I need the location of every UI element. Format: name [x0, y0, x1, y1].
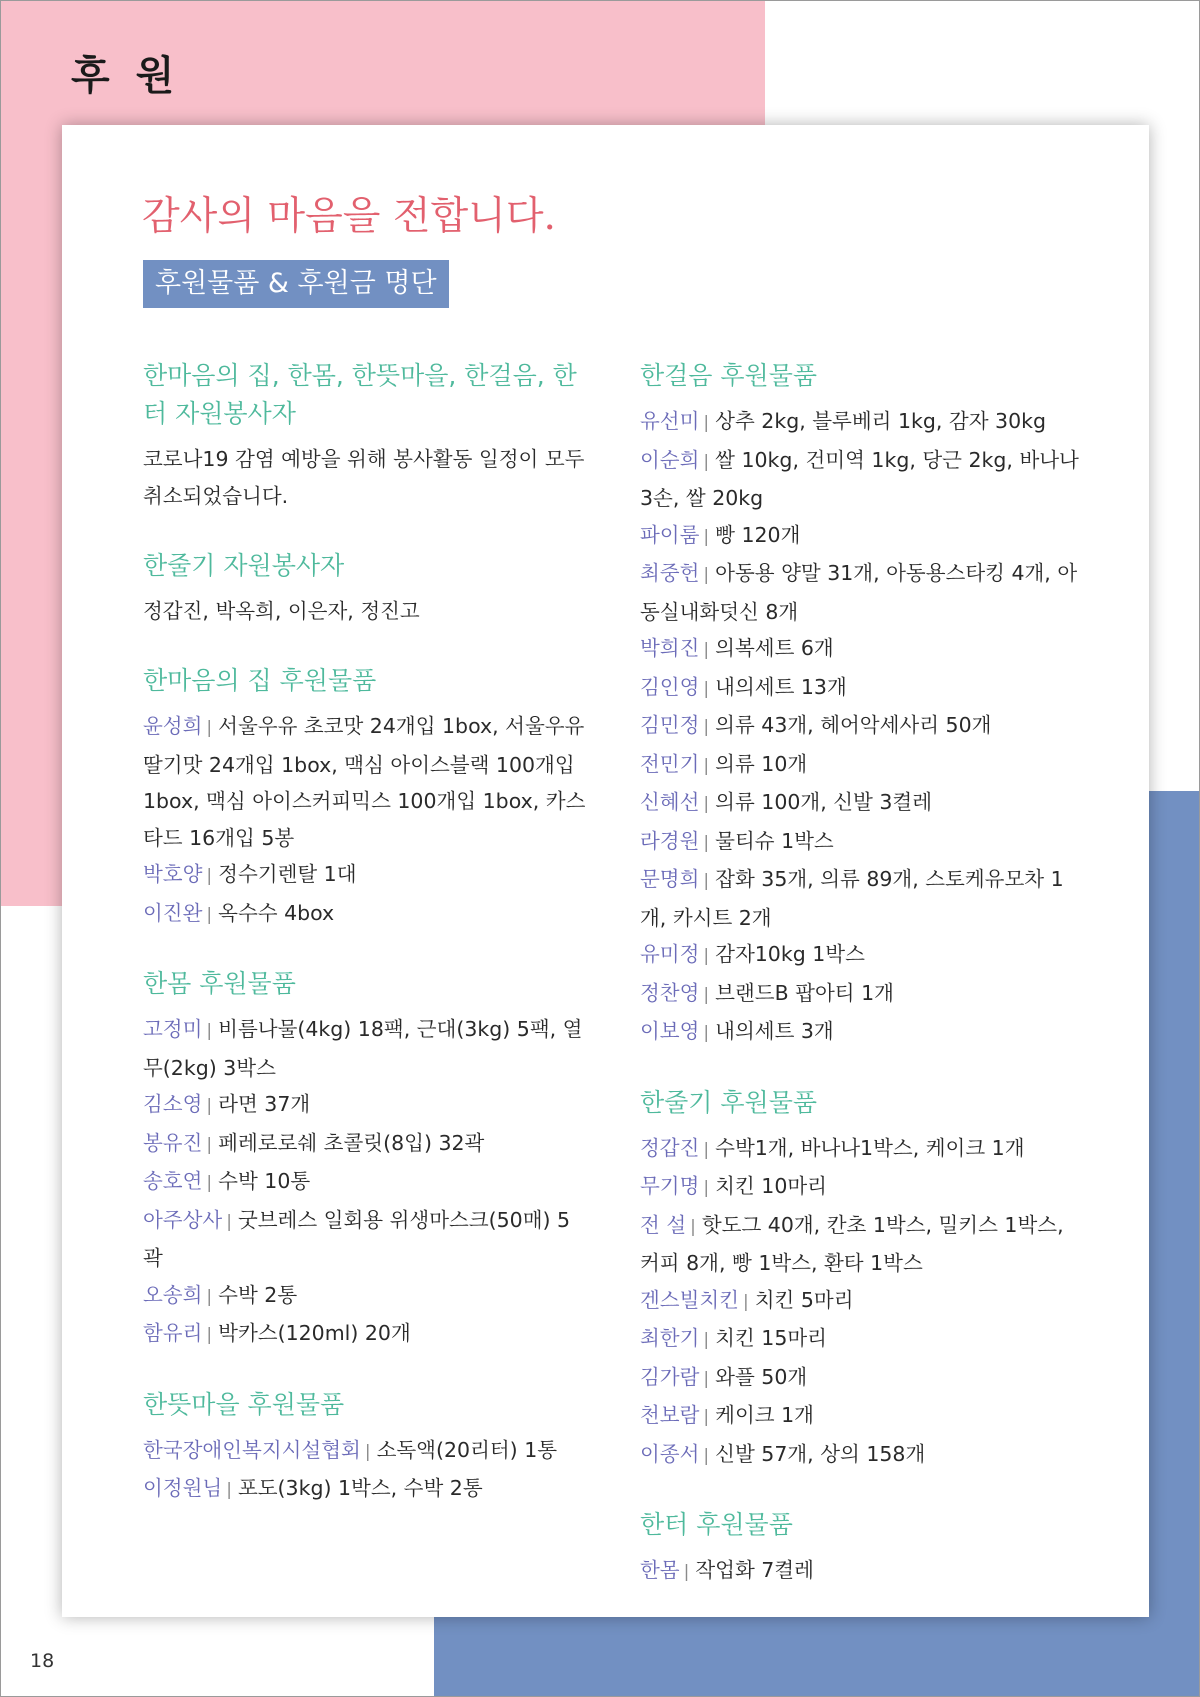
separator-bar: | — [703, 451, 710, 472]
left-column — [143, 357, 589, 1541]
donor-items: 치킨 15마리 — [715, 1326, 827, 1350]
donor-items: 핫도그 40개, 칸초 1박스, 밀키스 1박스, 커피 8개, 빵 1박스, 환타 1박스 — [640, 1212, 1064, 1275]
donor-name: 한몸 — [640, 1558, 680, 1582]
donor-group — [143, 965, 589, 1354]
group-title: 한걸음 후원물품 — [640, 361, 817, 390]
separator-bar: | — [703, 1445, 710, 1466]
donor-entry — [640, 1436, 1086, 1475]
donor-name: 이순희 — [640, 447, 700, 472]
separator-bar: | — [703, 1407, 710, 1427]
donor-items: 정수기렌탈 1대 — [218, 862, 357, 886]
donor-entry — [640, 630, 1086, 669]
group-title: 한마음의 집, 한몸, 한뜻마을, 한걸음, 한터 자원봉사자 — [143, 361, 577, 428]
donor-entry — [143, 1086, 589, 1125]
donor-entry — [640, 517, 1086, 556]
donor-entry — [143, 1202, 589, 1277]
donor-group — [640, 1506, 1086, 1591]
donor-name: 신혜선 — [640, 790, 700, 814]
separator-bar: | — [703, 413, 710, 433]
donor-name: 유미정 — [640, 942, 700, 966]
donor-group — [143, 1386, 589, 1509]
separator-bar: | — [206, 1134, 213, 1155]
separator-bar: | — [206, 1021, 213, 1041]
donor-entry — [640, 746, 1086, 785]
donor-items: 쌀 10kg, 건미역 1kg, 당근 2kg, 바나나 3손, 쌀 20kg — [640, 447, 1079, 510]
group-title: 한몸 후원물품 — [143, 969, 296, 998]
separator-bar: | — [226, 1480, 232, 1500]
separator-bar: | — [703, 755, 710, 776]
right-column — [640, 357, 1086, 1623]
donor-entry — [143, 1315, 589, 1354]
separator-bar: | — [206, 1325, 213, 1345]
donor-items: 포도(3kg) 1박스, 수박 2통 — [237, 1476, 483, 1500]
donor-name: 유선미 — [640, 409, 700, 433]
donor-name: 박희진 — [640, 636, 700, 660]
donor-entry — [640, 784, 1086, 823]
donor-name: 김민정 — [640, 713, 700, 737]
separator-bar: | — [206, 1096, 213, 1116]
donor-items: 의류 10개 — [715, 751, 808, 776]
donor-name: 김소영 — [143, 1092, 203, 1116]
separator-bar: | — [703, 1139, 710, 1160]
donor-name: 이정원님 — [143, 1476, 223, 1500]
donor-items: 수박1개, 바나나1박스, 케이크 1개 — [715, 1135, 1025, 1160]
donor-name: 정찬영 — [640, 980, 700, 1005]
donor-name: 봉유진 — [143, 1130, 203, 1155]
donor-items: 물티슈 1박스 — [715, 828, 834, 853]
group-title: 한줄기 자원봉사자 — [143, 551, 345, 580]
donor-name: 최한기 — [640, 1326, 700, 1350]
separator-bar: | — [703, 832, 710, 853]
donor-entry — [143, 1125, 589, 1164]
donor-entry — [640, 1552, 1086, 1591]
separator-bar: | — [703, 1178, 710, 1198]
donor-entry — [640, 1207, 1086, 1282]
separator-bar: | — [703, 794, 710, 814]
donor-name: 한국장애인복지시설협회 — [143, 1437, 361, 1462]
donor-group — [143, 357, 589, 515]
separator-bar: | — [206, 1286, 213, 1307]
donor-name: 이종서 — [640, 1441, 700, 1466]
donor-entry — [143, 856, 589, 895]
donor-group — [143, 547, 589, 630]
donor-group — [640, 357, 1086, 1052]
separator-bar: | — [206, 904, 213, 925]
content-card — [62, 125, 1149, 1617]
donor-name: 김인영 — [640, 674, 700, 699]
separator-bar: | — [703, 984, 710, 1005]
donor-items: 치킨 10마리 — [715, 1174, 827, 1198]
donor-entry — [640, 442, 1086, 517]
donor-name: 천보람 — [640, 1403, 700, 1427]
donor-group — [640, 1084, 1086, 1475]
donor-name: 전민기 — [640, 751, 700, 776]
donor-name: 오송희 — [143, 1282, 203, 1307]
donor-name: 파이룸 — [640, 522, 700, 547]
donor-entry — [640, 1168, 1086, 1207]
donor-name: 함유리 — [143, 1321, 203, 1345]
donor-name: 무기명 — [640, 1174, 700, 1198]
donor-items: 브랜드B 팝아티 1개 — [715, 980, 894, 1005]
donor-entry — [143, 1163, 589, 1202]
separator-bar: | — [206, 718, 213, 738]
donor-entry — [143, 1470, 589, 1509]
separator-bar: | — [703, 640, 710, 660]
donor-entry — [640, 555, 1086, 630]
donor-items: 케이크 1개 — [715, 1403, 814, 1427]
group-title: 한뜻마을 후원물품 — [143, 1389, 345, 1419]
donor-entry — [640, 707, 1086, 746]
donor-items: 와플 50개 — [715, 1364, 808, 1389]
donor-items: 의복세트 6개 — [715, 636, 834, 660]
donor-items: 빵 120개 — [715, 522, 801, 547]
donor-entry — [640, 1282, 1086, 1321]
donor-name: 송호연 — [143, 1169, 203, 1193]
separator-bar: | — [743, 1291, 749, 1312]
separator-bar: | — [206, 1173, 213, 1193]
donor-group — [143, 662, 589, 933]
separator-bar: | — [703, 1023, 710, 1043]
donor-name: 윤성희 — [143, 714, 203, 738]
donor-items: 페레로로쉐 초콜릿(8입) 32곽 — [218, 1130, 485, 1155]
donor-entry — [640, 975, 1086, 1014]
donor-name: 김가람 — [640, 1364, 700, 1389]
section-label: 후 원 — [71, 53, 181, 99]
separator-bar: | — [226, 1211, 232, 1232]
separator-bar: | — [703, 1368, 710, 1389]
donor-items: 수박 2통 — [218, 1282, 298, 1307]
donor-items: 신발 57개, 상의 158개 — [715, 1441, 926, 1466]
separator-bar: | — [690, 1216, 696, 1237]
separator-bar: | — [703, 946, 710, 966]
donor-items: 비름나물(4kg) 18팩, 근대(3kg) 5팩, 열무(2kg) 3박스 — [143, 1017, 583, 1080]
donor-items: 의류 100개, 신발 3켤레 — [715, 790, 933, 814]
donor-entry — [640, 1397, 1086, 1436]
donor-items: 굿브레스 일회용 위생마스크(50매) 5곽 — [143, 1207, 571, 1270]
separator-bar: | — [703, 526, 710, 547]
donor-entry — [143, 1277, 589, 1316]
donor-name: 이진완 — [143, 900, 203, 925]
donor-entry — [640, 823, 1086, 862]
donor-entry — [640, 936, 1086, 975]
donor-entry — [640, 669, 1086, 708]
donor-entry — [143, 708, 589, 856]
donor-entry — [640, 1359, 1086, 1398]
separator-bar: | — [206, 866, 213, 886]
group-title: 한줄기 후원물품 — [640, 1087, 817, 1117]
donor-name: 박호양 — [143, 862, 203, 886]
donor-name: 최중헌 — [640, 561, 700, 585]
donor-name: 전 설 — [640, 1212, 687, 1237]
separator-bar: | — [703, 678, 710, 699]
donor-items: 아동용 양말 31개, 아동용스타킹 4개, 아동실내화덧신 8개 — [640, 561, 1078, 624]
donor-items: 박카스(120ml) 20개 — [218, 1321, 411, 1345]
donor-items: 소독액(20리터) 1통 — [376, 1437, 558, 1462]
donor-entry — [143, 1432, 589, 1471]
group-title: 한마음의 집 후원물품 — [143, 666, 377, 695]
headline: 감사의 마음을 전합니다. — [142, 194, 556, 239]
donor-name: 문명희 — [640, 867, 700, 891]
separator-bar: | — [703, 1330, 710, 1350]
donor-entry — [640, 403, 1086, 442]
donor-items: 내의세트 3개 — [715, 1019, 834, 1043]
donor-items: 서울우유 초코맛 24개입 1box, 서울우유 딸기맛 24개입 1box, 맥심 아이스블랙 100개입 1box, 맥심 아이스커피믹스 100개입 1box, 카스타드 16개입 5봉 — [143, 714, 586, 850]
donor-name: 고정미 — [143, 1017, 203, 1041]
donor-entry — [640, 1320, 1086, 1359]
donor-entry — [143, 1011, 589, 1086]
donor-items: 작업화 7켤레 — [695, 1558, 814, 1582]
donor-items: 치킨 5마리 — [754, 1287, 854, 1312]
donor-items: 내의세트 13개 — [715, 674, 847, 699]
separator-bar: | — [703, 565, 710, 585]
donor-entry — [640, 861, 1086, 936]
donor-name: 정갑진 — [640, 1135, 700, 1160]
donor-items: 옥수수 4box — [218, 900, 335, 925]
group-title: 한터 후원물품 — [640, 1510, 793, 1539]
donor-name: 겐스빌치킨 — [640, 1287, 740, 1312]
donor-entry — [640, 1013, 1086, 1052]
donor-items: 상추 2kg, 블루베리 1kg, 감자 30kg — [715, 409, 1047, 433]
donor-items: 수박 10통 — [218, 1169, 311, 1193]
donor-items: 잡화 35개, 의류 89개, 스토케유모차 1개, 카시트 2개 — [640, 867, 1064, 930]
donor-items: 라면 37개 — [218, 1092, 311, 1116]
subtitle-banner: 후원물품 & 후원금 명단 — [143, 260, 449, 308]
separator-bar: | — [364, 1441, 371, 1462]
page-number: 18 — [30, 1650, 55, 1672]
group-text: 정갑진, 박옥희, 이은자, 정진고 — [143, 599, 420, 623]
donor-name: 라경원 — [640, 828, 700, 853]
separator-bar: | — [683, 1562, 690, 1582]
separator-bar: | — [703, 717, 710, 737]
donor-name: 아주상사 — [143, 1207, 223, 1232]
donor-entry — [640, 1130, 1086, 1169]
donor-items: 감자10kg 1박스 — [715, 942, 865, 966]
donor-name: 이보영 — [640, 1019, 700, 1043]
group-text: 코로나19 감염 예방을 위해 봉사활동 일정이 모두 취소되었습니다. — [143, 447, 585, 508]
donor-entry — [143, 895, 589, 934]
separator-bar: | — [703, 871, 710, 891]
donor-items: 의류 43개, 헤어악세사리 50개 — [715, 713, 992, 737]
